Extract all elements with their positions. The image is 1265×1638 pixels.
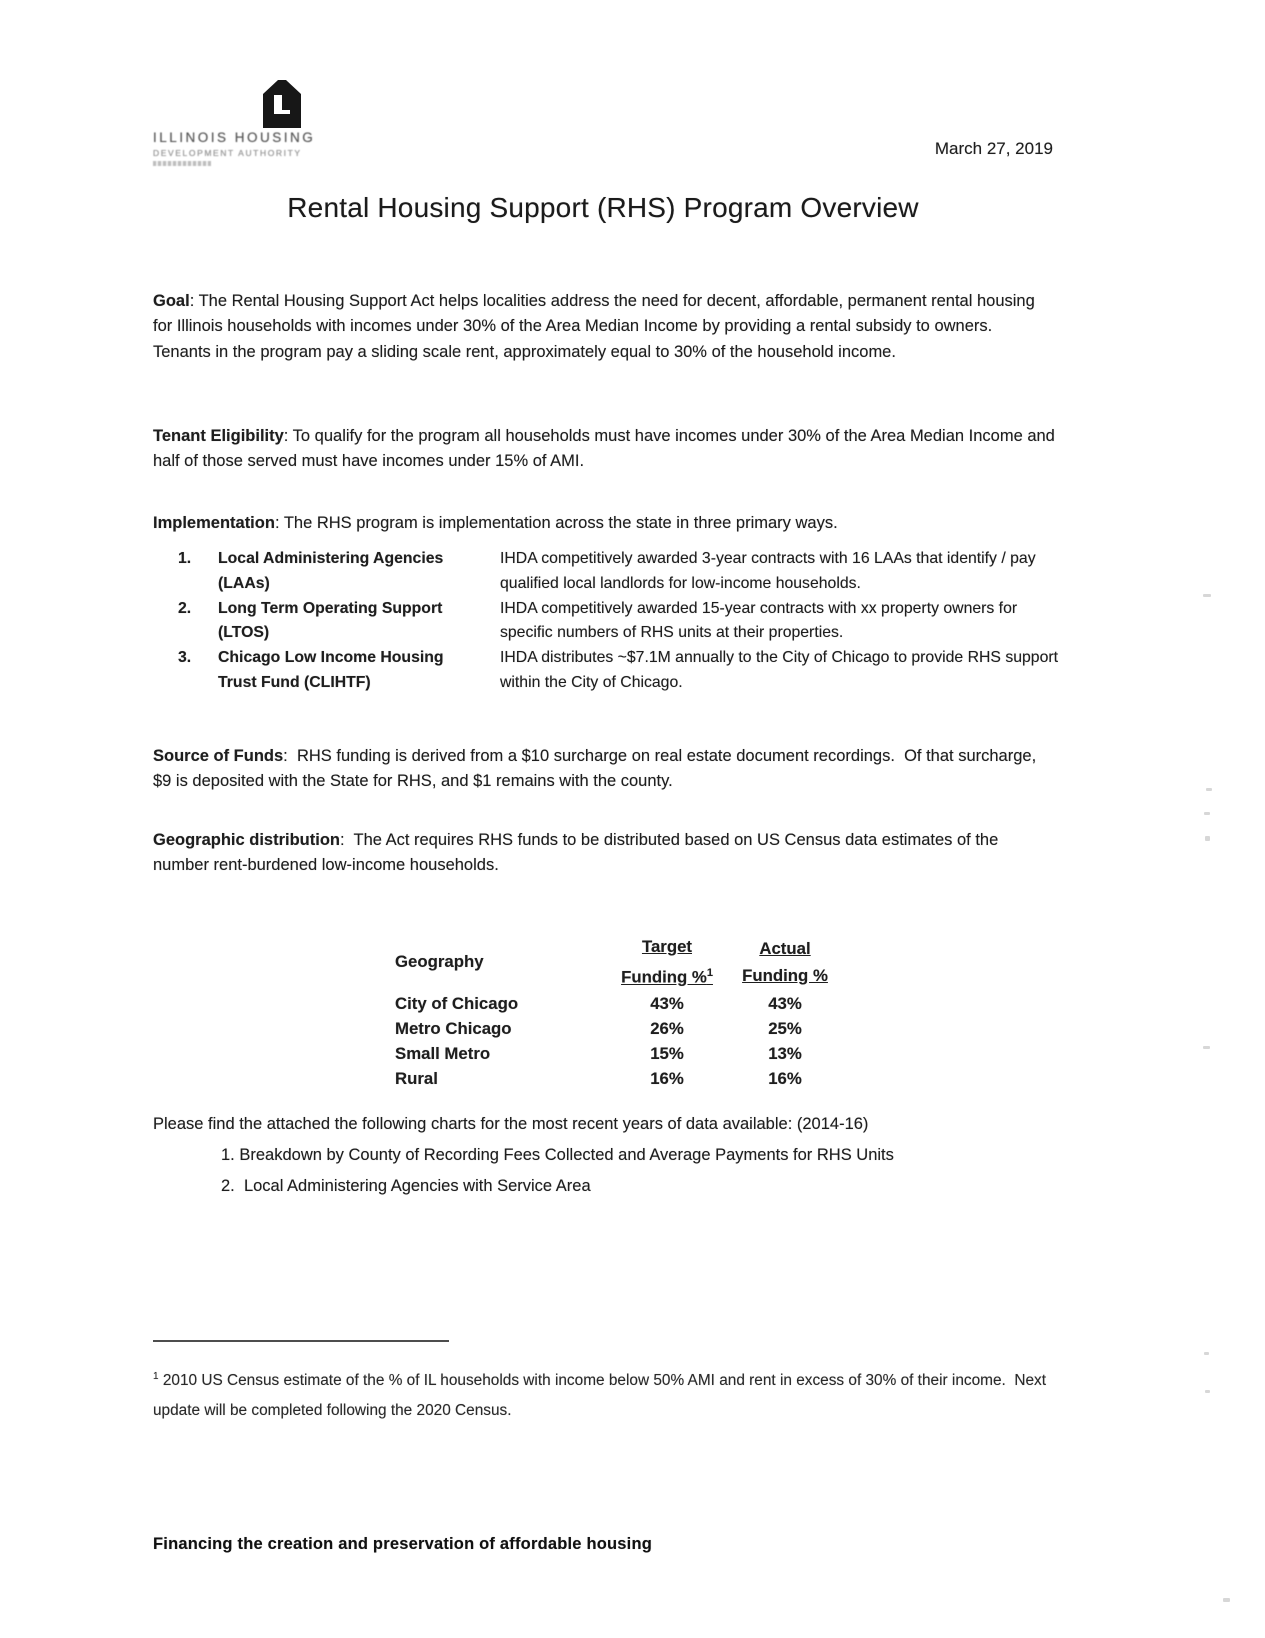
actual-funding-cell: 25% xyxy=(768,1018,802,1038)
list-item xyxy=(178,646,1058,696)
goal-separator: : xyxy=(189,291,199,310)
scan-artifact xyxy=(1223,1598,1230,1602)
program-name: Local Administering Agencies (LAAs) xyxy=(218,550,444,592)
item-number: 3. xyxy=(178,649,192,667)
table-row xyxy=(395,1016,843,1041)
geography-cell: Rural xyxy=(395,1069,438,1089)
target-funding-cell: 16% xyxy=(650,1069,684,1089)
tenant-eligibility-separator: : xyxy=(283,426,293,445)
program-name: Chicago Low Income Housing Trust Fund (CLIHTF) xyxy=(218,649,444,691)
tenant-eligibility-paragraph xyxy=(153,424,1060,476)
page-title: Rental Housing Support (RHS) Program Overview xyxy=(287,192,919,223)
table-row xyxy=(395,1041,843,1066)
target-funding-cell: 15% xyxy=(650,1044,684,1063)
implementation-list xyxy=(178,547,1058,696)
item-number: 2. xyxy=(221,1176,244,1195)
scan-artifact xyxy=(1203,1046,1210,1049)
actual-funding-cell: 43% xyxy=(768,993,802,1013)
scan-artifact xyxy=(1204,812,1210,815)
footer-tagline: Financing the creation and preservation of affordable housing xyxy=(153,1535,653,1553)
target-funding-cell: 43% xyxy=(650,993,684,1013)
item-number: 2. xyxy=(178,599,192,617)
scan-artifact xyxy=(1203,594,1211,597)
scan-artifact xyxy=(1206,788,1212,791)
source-of-funds-paragraph xyxy=(153,744,1055,796)
attachment-item xyxy=(221,1143,1063,1169)
source-of-funds-text: RHS funding is derived from a $10 surcharge on real estate document recordings. Of that surcharge, $9 is deposited with the State for RHS, and $1 remains with the county. xyxy=(153,746,1041,791)
geographic-distribution-paragraph xyxy=(153,828,1055,880)
tenant-eligibility-text: To qualify for the program all households must have incomes under 30% of the Area Median Income and half of those served must have incomes under 15% of AMI. xyxy=(153,426,1060,471)
implementation-text: The RHS program is implementation across the state in three primary ways. xyxy=(283,513,838,532)
attachment-text: Local Administering Agencies with Service Area xyxy=(243,1176,591,1195)
footnote-reference: 1 xyxy=(706,967,713,979)
column-header-target-funding: Target Funding %$^1$ xyxy=(621,937,713,987)
goal-text: The Rental Housing Support Act helps localities address the need for decent, affordable, permanent rental housing for Illinois households with incomes under 30% of the Area Median Income by providing a rental subsidy to owners. Tenants in the program pay a sliding scale rent, approximately equal to 30% of the household income. xyxy=(153,291,1040,362)
house-icon xyxy=(263,80,301,128)
scan-artifact xyxy=(1204,1352,1209,1355)
funding-table xyxy=(395,933,843,1091)
program-description: IHDA competitively awarded 15-year contracts with xx property owners for specific numbers of RHS units at their properties. xyxy=(500,599,1018,642)
scan-artifact xyxy=(1205,836,1210,841)
attachment-item xyxy=(221,1174,1063,1200)
actual-funding-cell: 13% xyxy=(768,1044,802,1063)
geography-cell: City of Chicago xyxy=(395,993,519,1013)
table-row xyxy=(395,991,843,1016)
target-funding-cell: 26% xyxy=(650,1018,684,1038)
source-of-funds-separator: : xyxy=(283,746,297,765)
geography-cell: Metro Chicago xyxy=(395,1018,512,1038)
program-description: IHDA distributes ~$7.1M annually to the City of Chicago to provide RHS support within the City of Chicago. xyxy=(500,649,1059,691)
geography-cell: Small Metro xyxy=(395,1044,491,1063)
logo-subline-text: DEVELOPMENT AUTHORITY xyxy=(153,148,302,158)
geographic-distribution-text: The Act requires RHS funds to be distributed based on US Census data estimates of the number rent-burdened low-income households. xyxy=(153,830,1003,875)
goal-label: Goal xyxy=(153,291,190,310)
actual-funding-cell: 16% xyxy=(768,1069,802,1089)
column-header-actual-funding: Actual Funding % xyxy=(742,938,828,985)
footnote-text: 2010 US Census estimate of the % of IL households with income below 50% AMI and rent in excess of 30% of their income. Next update will be completed following the 2020 Census. xyxy=(153,1372,1051,1419)
column-header-geography: Geography xyxy=(395,952,484,972)
logo-brand-text: ILLINOIS HOUSING xyxy=(153,130,316,145)
source-of-funds-label: Source of Funds xyxy=(153,746,284,765)
footnote-marker: 1 xyxy=(153,1371,159,1382)
implementation-label: Implementation xyxy=(153,513,275,532)
program-name: Long Term Operating Support (LTOS) xyxy=(218,599,443,642)
list-item xyxy=(178,547,1058,597)
item-number: 1. xyxy=(178,550,192,567)
attachment-text: Breakdown by County of Recording Fees Collected and Average Payments for RHS Units xyxy=(239,1145,894,1164)
goal-paragraph xyxy=(153,289,1055,366)
attachments-intro: Please find the attached the following charts for the most recent years of data available: (2014-16) xyxy=(153,1115,869,1133)
footnote-divider xyxy=(153,1340,449,1342)
list-item xyxy=(178,597,1058,647)
item-number: 1. xyxy=(221,1145,240,1164)
logo-fineprint-smudge xyxy=(153,161,211,166)
geographic-distribution-separator: : xyxy=(340,830,354,849)
geographic-distribution-label: Geographic distribution xyxy=(153,830,341,849)
implementation-paragraph xyxy=(153,511,1055,537)
scan-artifact xyxy=(1205,1390,1210,1393)
document-date: March 27, 2019 xyxy=(934,139,1053,158)
attachments-section xyxy=(153,1112,1063,1199)
footnote xyxy=(153,1362,1058,1425)
tenant-eligibility-label: Tenant Eligibility xyxy=(153,426,284,445)
table-row xyxy=(395,1066,843,1091)
implementation-separator: : xyxy=(274,513,284,532)
program-description: IHDA competitively awarded 3-year contracts with 16 LAAs that identify / pay qualified local landlords for low-income households. xyxy=(500,550,1036,592)
